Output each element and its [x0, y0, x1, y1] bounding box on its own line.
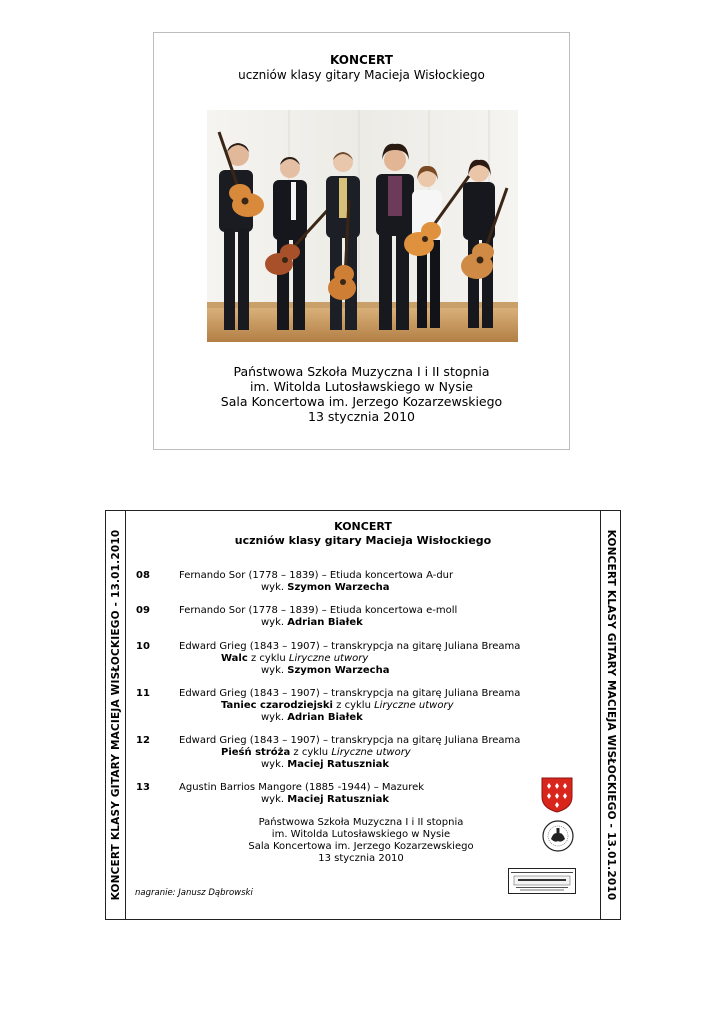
work-title: Pieśń stróża: [221, 747, 291, 758]
ensemble-photo: [207, 110, 518, 342]
front-venue: [154, 364, 569, 424]
cycle-title: Liryczne utwory: [288, 653, 369, 664]
back-card: [105, 510, 621, 920]
program-description: Edward Grieg (1843 – 1907) – transkrypcja na gitarę Juliana Breama: [179, 641, 521, 652]
back-venue-line: im. Witolda Lutosławskiego w Nysie: [271, 829, 451, 840]
back-venue: [206, 817, 516, 865]
performer-name: Adrian Białek: [287, 712, 363, 723]
program-number: 10: [136, 641, 150, 652]
front-venue-line: Państwowa Szkoła Muzyczna I i II stopnia: [233, 364, 490, 379]
cycle-title: Liryczne utwory: [374, 700, 454, 711]
coat-of-arms-icon: [541, 777, 573, 817]
program-performer-line: [261, 582, 389, 594]
front-venue-line: Sala Koncertowa im. Jerzego Kozarzewskiego: [220, 394, 503, 409]
cycle-prefix: z cyklu: [250, 653, 286, 664]
performer-name: Szymon Warzecha: [287, 665, 390, 676]
ensemble-photo-image: [207, 110, 518, 342]
program-number: 09: [136, 605, 150, 616]
program-description: Fernando Sor (1778 – 1839) – Etiuda koncertowa e-moll: [179, 605, 458, 616]
cycle-prefix: z cyklu: [293, 747, 329, 758]
spine-right: [600, 511, 620, 919]
program-number: 13: [136, 782, 150, 793]
work-title: Taniec czarodziejski: [221, 700, 333, 711]
program-description: Agustin Barrios Mangore (1885 -1944) – Mazurek: [179, 782, 425, 793]
recording-credits: nagranie: Janusz Dąbrowski: [135, 888, 253, 898]
front-venue-line: im. Witolda Lutosławskiego w Nysie: [250, 379, 473, 394]
program-work-line: [221, 700, 454, 712]
performer-name: Maciej Ratuszniak: [287, 794, 390, 805]
program-work-line: [221, 653, 368, 665]
program-number: 12: [136, 735, 150, 746]
program-description: Edward Grieg (1843 – 1907) – transkrypcja na gitarę Juliana Breama: [179, 688, 521, 699]
work-title: Walc: [221, 653, 248, 664]
performer-name: Szymon Warzecha: [287, 582, 390, 593]
school-seal-logo: [541, 819, 575, 857]
spine-left-text: KONCERT KLASY GITARY MACIEJA WISŁOCKIEGO - 13.01.2010: [109, 529, 122, 901]
back-title: KONCERT: [334, 520, 392, 533]
program-performer-line: [261, 759, 389, 771]
program-work-line: [221, 747, 411, 759]
back-venue-line: Sala Koncertowa im. Jerzego Kozarzewskiego: [248, 841, 474, 852]
back-subtitle: uczniów klasy gitary Macieja Wisłockiego: [234, 534, 492, 547]
performer-prefix: wyk.: [261, 617, 285, 628]
performer-name: Adrian Białek: [287, 617, 363, 628]
program-number: 08: [136, 570, 150, 581]
front-cover: [153, 32, 570, 450]
back-venue-line: 13 stycznia 2010: [318, 853, 404, 864]
performer-prefix: wyk.: [261, 712, 285, 723]
performer-name: Maciej Ratuszniak: [287, 759, 390, 770]
performer-prefix: wyk.: [261, 665, 285, 676]
program-description: Fernando Sor (1778 – 1839) – Etiuda koncertowa A-dur: [179, 570, 454, 581]
back-venue-line: Państwowa Szkoła Muzyczna I i II stopnia: [258, 817, 464, 828]
pro-schola-musica-logo: [508, 868, 576, 898]
program-performer-line: [261, 712, 363, 724]
program-performer-line: [261, 794, 389, 806]
front-venue-line: 13 stycznia 2010: [308, 409, 415, 424]
program-performer-line: [261, 665, 389, 677]
program-description: Edward Grieg (1843 – 1907) – transkrypcja na gitarę Juliana Breama: [179, 735, 521, 746]
performer-prefix: wyk.: [261, 759, 285, 770]
cycle-title: Liryczne utwory: [331, 747, 411, 758]
spine-left: [106, 511, 126, 919]
performer-prefix: wyk.: [261, 794, 285, 805]
program-number: 11: [136, 688, 150, 699]
cycle-prefix: z cyklu: [336, 700, 371, 711]
front-subtitle: uczniów klasy gitary Macieja Wisłockiego: [238, 68, 485, 82]
program-performer-line: [261, 617, 363, 629]
performer-prefix: wyk.: [261, 582, 285, 593]
front-title: KONCERT: [330, 53, 393, 67]
spine-right-text: KONCERT KLASY GITARY MACIEJA WISŁOCKIEGO - 13.01.2010: [604, 529, 617, 901]
